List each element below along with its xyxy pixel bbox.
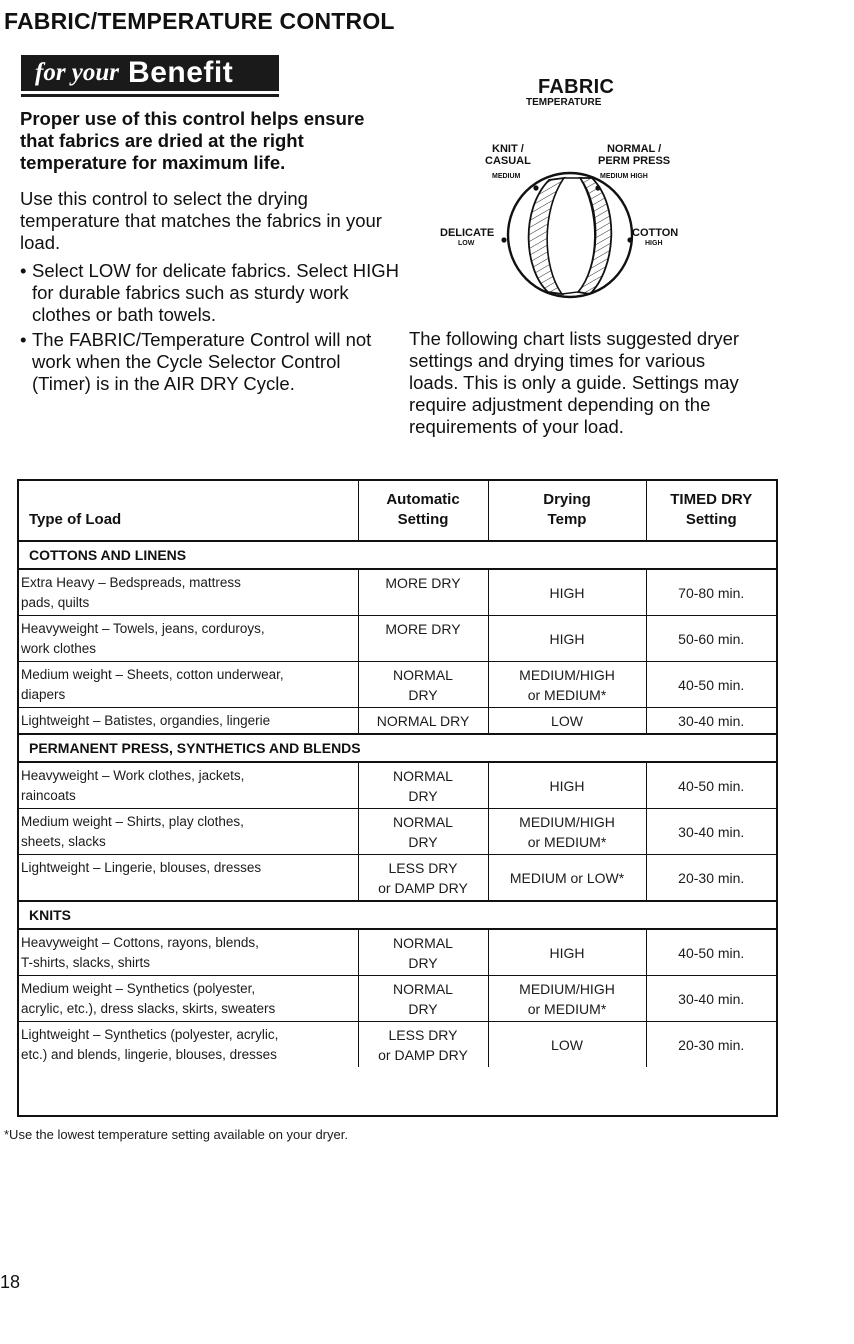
- drying-temp-cell: HIGH: [488, 569, 646, 616]
- dial-title: FABRIC: [538, 76, 615, 98]
- chart-intro-text: The following chart lists suggested dryer settings and drying times for various loads. This is only a guide. Settings may require adjustment depending on the requirements of your load.: [409, 328, 740, 437]
- load-type-cell: Lightweight – Lingerie, blouses, dresses: [19, 855, 358, 902]
- drying-temp-cell: LOW: [488, 708, 646, 735]
- dial-knob-center: [547, 178, 595, 294]
- badge-underline: [21, 94, 279, 97]
- automatic-setting-cell: NORMAL DRY: [358, 976, 488, 1022]
- timed-dry-cell: 20-30 min.: [646, 1022, 776, 1068]
- intro-body-text: Use this control to select the drying temperature that matches the fabrics in your load.: [20, 188, 382, 253]
- table-row: [19, 616, 776, 662]
- table-row: [19, 708, 776, 735]
- automatic-setting-cell: NORMAL DRY: [358, 929, 488, 976]
- timed-dry-cell: 40-50 min.: [646, 929, 776, 976]
- for-your-benefit-badge: [21, 55, 279, 91]
- section-title: PERMANENT PRESS, SYNTHETICS AND BLENDS: [19, 734, 776, 762]
- timed-dry-cell: 50-60 min.: [646, 616, 776, 662]
- drying-temp-cell: HIGH: [488, 616, 646, 662]
- col-header-temp: Drying Temp: [488, 481, 646, 541]
- table-row: [19, 569, 776, 616]
- automatic-setting-cell: NORMAL DRY: [358, 708, 488, 735]
- dial-temp-normal: MEDIUM HIGH: [600, 173, 648, 180]
- dial-label-normal: NORMAL / PERM PRESS: [598, 143, 671, 167]
- dial-temp-cotton: HIGH: [645, 240, 663, 247]
- drying-temp-cell: MEDIUM/HIGH or MEDIUM*: [488, 662, 646, 708]
- load-type-cell: Extra Heavy – Bedspreads, mattress pads, quilts: [21, 575, 241, 610]
- table-row: [19, 662, 776, 708]
- table-row: [19, 1022, 776, 1068]
- dot-normal: [595, 185, 600, 190]
- load-type-cell: Heavyweight – Towels, jeans, corduroys, work clothes: [19, 616, 358, 662]
- timed-dry-cell: 40-50 min.: [646, 662, 776, 708]
- automatic-setting-cell: NORMAL DRY: [358, 662, 488, 708]
- table-row: [19, 976, 776, 1022]
- load-type-cell: Lightweight – Synthetics (polyester, acrylic, etc.) and blends, lingerie, blouses, dresses: [19, 1022, 358, 1068]
- page-heading: FABRIC/TEMPERATURE CONTROL: [4, 8, 395, 34]
- dial-temp-delicate: LOW: [458, 240, 475, 247]
- badge-word: Benefit: [128, 56, 234, 89]
- load-type-cell: Medium weight – Sheets, cotton underwear, diapers: [19, 662, 358, 708]
- tips-list: [20, 260, 400, 398]
- table-row: [19, 855, 776, 902]
- col-header-auto: Automatic Setting: [358, 481, 488, 541]
- drying-temp-cell: HIGH: [488, 929, 646, 976]
- load-type-cell: Heavyweight – Cottons, rayons, blends, T-shirts, slacks, shirts: [21, 935, 259, 970]
- drying-temp-cell: MEDIUM or LOW*: [488, 855, 646, 902]
- dial-label-cotton: COTTON: [632, 227, 679, 239]
- dial-label-delicate: DELICATE: [440, 227, 495, 239]
- intro-bold-text: Proper use of this control helps ensure that fabrics are dried at the right temperature for maximum life.: [20, 108, 365, 173]
- drying-settings-table: [17, 479, 778, 1117]
- load-type-cell: Medium weight – Shirts, play clothes, sheets, slacks: [19, 809, 358, 855]
- dial-label-knit: KNIT / CASUAL: [485, 143, 531, 167]
- drying-temp-cell: MEDIUM/HIGH or MEDIUM*: [488, 976, 646, 1022]
- table-body: [19, 541, 776, 1067]
- table-row: [19, 929, 776, 976]
- fabric-temperature-dial-illustration: [430, 70, 710, 320]
- dot-delicate: [501, 237, 506, 242]
- footnote: *Use the lowest temperature setting available on your dryer.: [4, 1127, 348, 1142]
- badge-prefix: for your: [35, 59, 120, 86]
- automatic-setting-cell: MORE DRY: [358, 569, 488, 616]
- load-type-cell: Heavyweight – Work clothes, jackets, raincoats: [21, 768, 245, 803]
- dial-temp-knit: MEDIUM: [492, 173, 521, 180]
- tip-item: • Select LOW for delicate fabrics. Select HIGH for durable fabrics such as sturdy work clothes or bath towels.: [20, 260, 400, 326]
- timed-dry-cell: 20-30 min.: [646, 855, 776, 902]
- col-header-timed: TIMED DRY Setting: [646, 481, 776, 541]
- table-row: [19, 762, 776, 809]
- page-number: 18: [0, 1272, 21, 1292]
- col-header-type: Type of Load: [29, 511, 122, 528]
- automatic-setting-cell: NORMAL DRY: [358, 809, 488, 855]
- timed-dry-cell: 70-80 min.: [646, 569, 776, 616]
- table-header-row: [19, 481, 776, 541]
- automatic-setting-cell: LESS DRY or DAMP DRY: [358, 1022, 488, 1068]
- drying-temp-cell: MEDIUM/HIGH or MEDIUM*: [488, 809, 646, 855]
- timed-dry-cell: 40-50 min.: [646, 762, 776, 809]
- tip-item: • The FABRIC/Temperature Control will not work when the Cycle Selector Control (Timer) is in the AIR DRY Cycle.: [20, 329, 400, 395]
- automatic-setting-cell: MORE DRY: [358, 616, 488, 662]
- drying-temp-cell: LOW: [488, 1022, 646, 1068]
- section-title: COTTONS AND LINENS: [19, 541, 776, 569]
- load-type-cell: Lightweight – Batistes, organdies, lingerie: [19, 708, 358, 735]
- table-row: [19, 809, 776, 855]
- section-title: KNITS: [19, 901, 776, 929]
- timed-dry-cell: 30-40 min.: [646, 976, 776, 1022]
- dial-subtitle: TEMPERATURE: [526, 97, 602, 108]
- table-section-row: [19, 734, 776, 762]
- table-section-row: [19, 541, 776, 569]
- automatic-setting-cell: LESS DRY or DAMP DRY: [358, 855, 488, 902]
- load-type-cell: Medium weight – Synthetics (polyester, acrylic, etc.), dress slacks, skirts, sweaters: [19, 976, 358, 1022]
- timed-dry-cell: 30-40 min.: [646, 809, 776, 855]
- dot-knit: [533, 185, 538, 190]
- table-section-row: [19, 901, 776, 929]
- drying-temp-cell: HIGH: [488, 762, 646, 809]
- timed-dry-cell: 30-40 min.: [646, 708, 776, 735]
- automatic-setting-cell: NORMAL DRY: [358, 762, 488, 809]
